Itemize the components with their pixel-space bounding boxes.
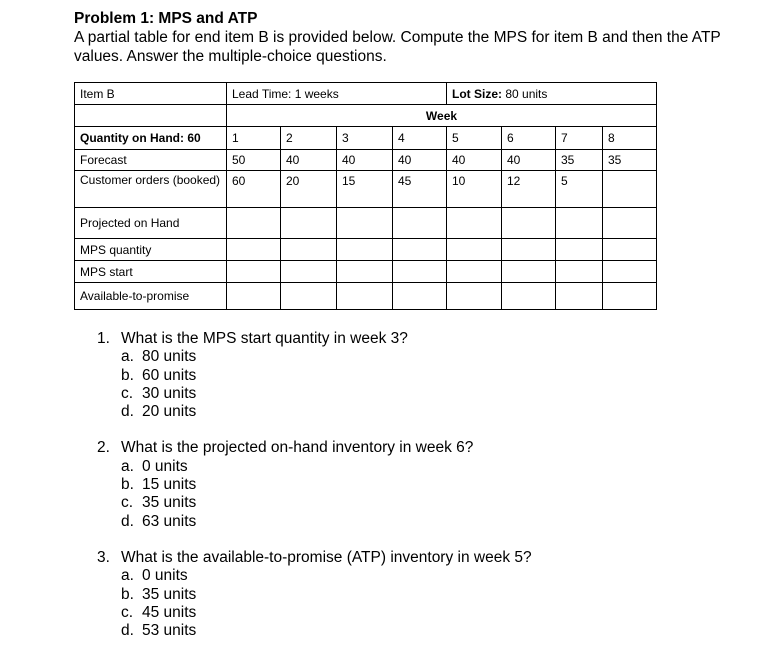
item-label: Item B [75, 83, 227, 105]
option-text: 45 units [142, 603, 197, 621]
option-text: 80 units [142, 348, 197, 366]
week-number: 4 [393, 127, 447, 150]
option-item [97, 367, 532, 385]
empty-cell [556, 208, 603, 239]
option-letter: d. [121, 512, 134, 530]
table-cell: 60 [227, 171, 281, 208]
table-cell: 12 [502, 171, 556, 208]
blank-cell [75, 105, 227, 127]
problem-title: Problem 1: MPS and ATP [74, 10, 258, 27]
empty-cell [556, 261, 603, 283]
option-letter: a. [121, 348, 134, 366]
empty-cell [281, 261, 337, 283]
empty-cell [227, 283, 281, 310]
empty-cell [556, 283, 603, 310]
empty-cell [393, 261, 447, 283]
empty-cell [393, 208, 447, 239]
question-prompt: What is the MPS start quantity in week 3? [121, 330, 408, 347]
table-row [75, 150, 657, 171]
empty-cell [227, 261, 281, 283]
week-number: 3 [337, 127, 393, 150]
row-label: Forecast [75, 150, 227, 171]
lead-time: Lead Time: 1 weeks [227, 83, 447, 105]
table-cell: 35 [556, 150, 603, 171]
table-cell: 40 [281, 150, 337, 171]
week-number: 2 [281, 127, 337, 150]
empty-cell [281, 239, 337, 261]
option-text: 53 units [142, 622, 197, 640]
option-item [97, 567, 532, 585]
table-row [75, 283, 657, 310]
week-number: 1 [227, 127, 281, 150]
question-1 [97, 330, 532, 421]
question-number: 2. [97, 439, 110, 457]
option-item [97, 403, 532, 421]
problem-intro: A partial table for end item B is provided below. Compute the MPS for item B and then the ATP values. Answer the multiple-choice questions. [74, 29, 721, 65]
lot-size-label: Lot Size: [452, 86, 502, 101]
question-prompt: What is the available-to-promise (ATP) inventory in week 5? [121, 548, 532, 566]
week-number: 8 [603, 127, 657, 150]
empty-cell [502, 261, 556, 283]
row-label: Available-to-promise [75, 283, 227, 310]
table-cell: 40 [393, 150, 447, 171]
lot-size [447, 83, 657, 105]
option-text: 63 units [142, 512, 197, 530]
table-cell: 40 [502, 150, 556, 171]
table-row [75, 239, 657, 261]
row-label: MPS start [75, 261, 227, 283]
table-header-row [75, 83, 657, 105]
table-row [75, 127, 657, 150]
empty-cell [281, 208, 337, 239]
week-number: 6 [502, 127, 556, 150]
empty-cell [502, 283, 556, 310]
empty-cell [337, 261, 393, 283]
option-letter: b. [121, 476, 134, 494]
table-cell: 5 [556, 171, 603, 208]
option-item [97, 604, 532, 622]
empty-cell [447, 261, 502, 283]
question-number: 1. [97, 330, 110, 347]
option-letter: a. [121, 457, 134, 475]
empty-cell [227, 208, 281, 239]
row-label: Projected on Hand [75, 208, 227, 239]
option-item [97, 586, 532, 604]
table-cell: 35 [603, 150, 657, 171]
question-list [97, 330, 532, 658]
table-cell [603, 171, 657, 208]
question-text [97, 549, 532, 567]
question-number: 3. [97, 548, 110, 566]
option-text: 0 units [142, 567, 188, 585]
option-item [97, 622, 532, 640]
option-letter: d. [121, 622, 134, 640]
option-letter: b. [121, 366, 134, 384]
question-prompt: What is the projected on-hand inventory in week 6? [121, 439, 474, 457]
option-item [97, 385, 532, 403]
empty-cell [393, 283, 447, 310]
question-3 [97, 549, 532, 640]
lot-size-value: 80 units [502, 86, 548, 101]
option-text: 35 units [142, 585, 197, 603]
empty-cell [447, 283, 502, 310]
option-text: 20 units [142, 403, 197, 421]
table-cell: 40 [337, 150, 393, 171]
table-row [75, 171, 657, 208]
row-label: MPS quantity [75, 239, 227, 261]
empty-cell [337, 208, 393, 239]
table-cell: 50 [227, 150, 281, 171]
option-letter: c. [121, 603, 134, 621]
option-letter: d. [121, 403, 134, 421]
empty-cell [227, 239, 281, 261]
empty-cell [603, 261, 657, 283]
table-row [75, 208, 657, 239]
option-text: 60 units [142, 366, 197, 384]
week-number: 5 [447, 127, 502, 150]
question-2 [97, 439, 532, 530]
week-label: Week [227, 105, 657, 127]
table-cell: 40 [447, 150, 502, 171]
mps-table [74, 82, 657, 310]
table-cell: 10 [447, 171, 502, 208]
empty-cell [337, 283, 393, 310]
question-text [97, 439, 532, 457]
empty-cell [502, 208, 556, 239]
week-number: 7 [556, 127, 603, 150]
option-item [97, 513, 532, 531]
option-text: 30 units [142, 384, 197, 402]
option-text: 0 units [142, 457, 188, 475]
empty-cell [603, 239, 657, 261]
option-text: 15 units [142, 476, 197, 494]
option-item [97, 458, 532, 476]
empty-cell [502, 239, 556, 261]
table-cell: 20 [281, 171, 337, 208]
empty-cell [556, 239, 603, 261]
question-text [97, 330, 532, 348]
option-letter: b. [121, 585, 134, 603]
empty-cell [447, 239, 502, 261]
table-cell: 45 [393, 171, 447, 208]
table-cell: 15 [337, 171, 393, 208]
empty-cell [603, 208, 657, 239]
row-label: Customer orders (booked) [75, 171, 227, 208]
option-item [97, 476, 532, 494]
empty-cell [393, 239, 447, 261]
qoh-label: Quantity on Hand: 60 [75, 127, 227, 150]
option-letter: c. [121, 384, 134, 402]
option-item [97, 348, 532, 366]
empty-cell [447, 208, 502, 239]
empty-cell [281, 283, 337, 310]
option-letter: c. [121, 494, 134, 512]
option-item [97, 494, 532, 512]
empty-cell [603, 283, 657, 310]
table-row [75, 261, 657, 283]
option-text: 35 units [142, 494, 197, 512]
option-letter: a. [121, 567, 134, 585]
week-header-row [75, 105, 657, 127]
empty-cell [337, 239, 393, 261]
